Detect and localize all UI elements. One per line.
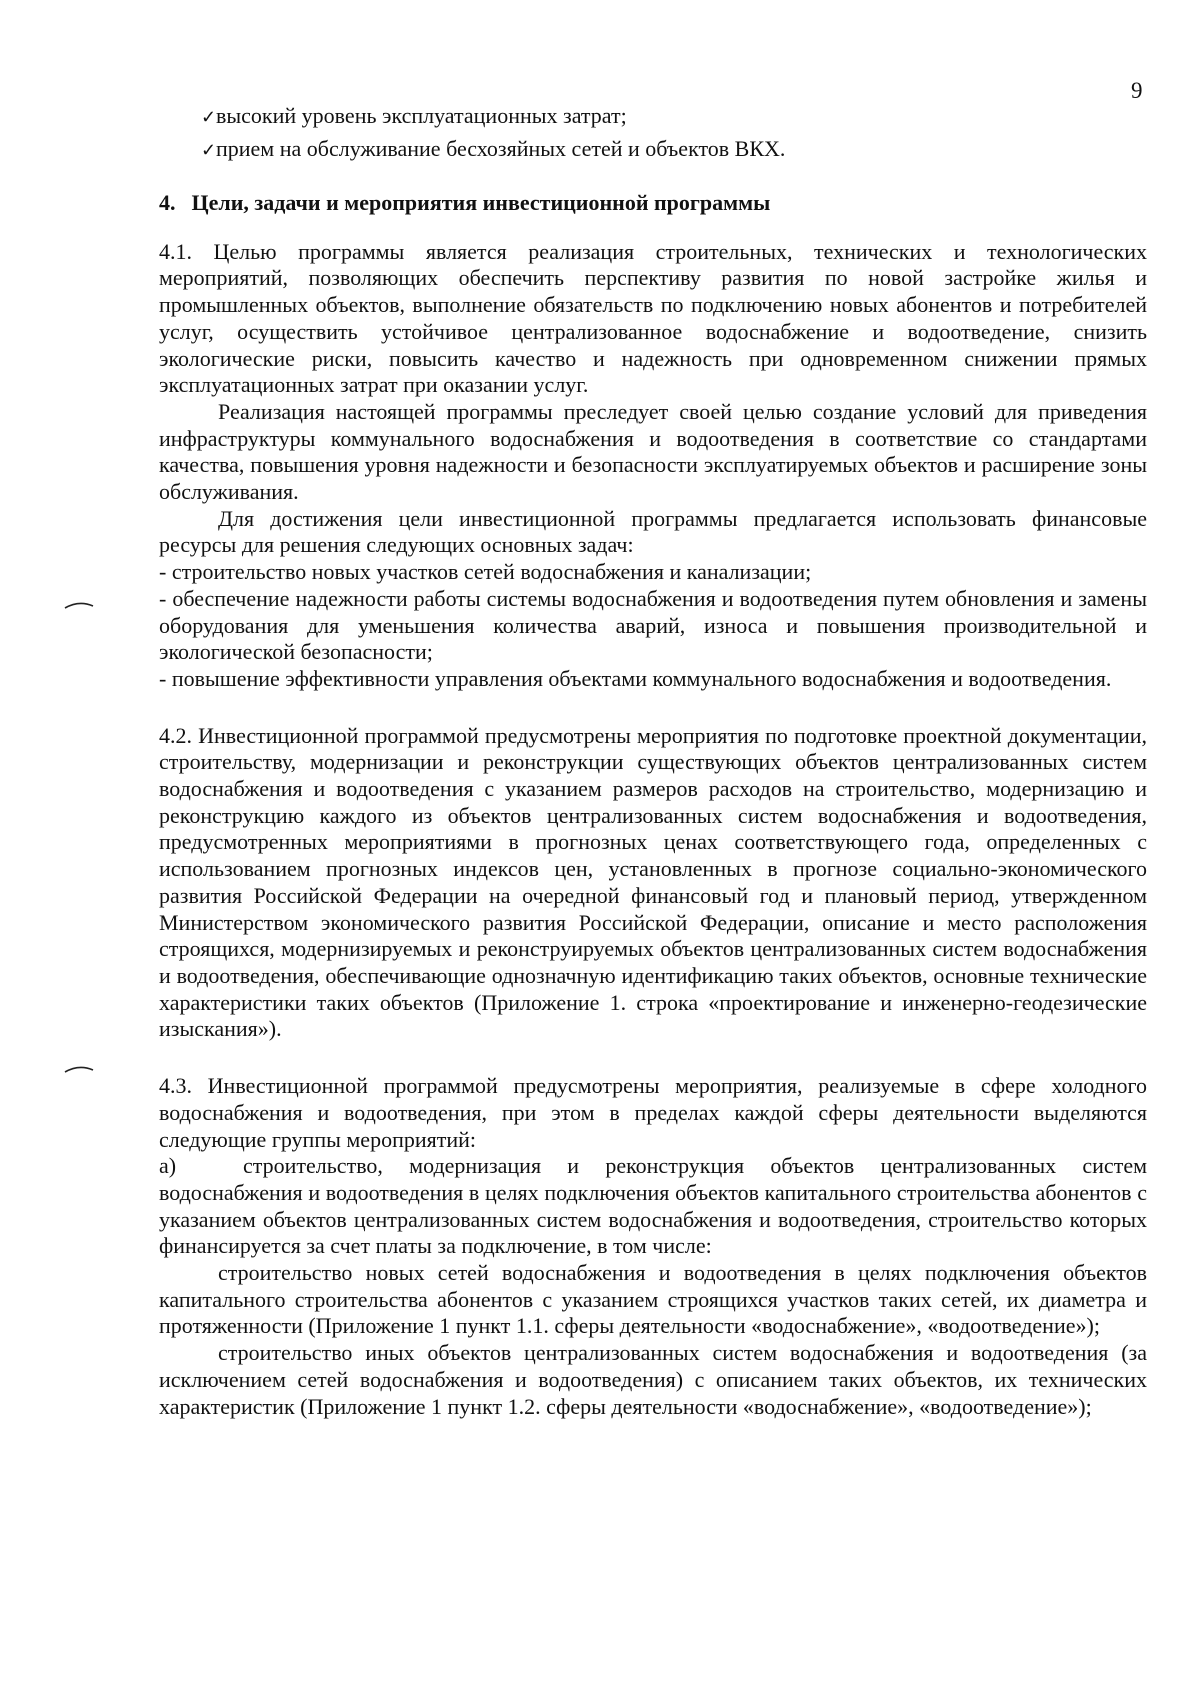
paragraph-goal: Для достижения цели инвестиционной программы предлагается использовать финансовые ресурсы для решения следующих основных задач:	[159, 505, 1147, 558]
task-item: - обеспечение надежности работы системы водоснабжения и водоотведения путем обновления и замены оборудования для уменьшения количества аварий, износа и повышения производительной и экологической безопасности;	[159, 585, 1147, 665]
margin-mark-1	[64, 600, 94, 610]
paragraph-4-1: 4.1. Целью программы является реализация строительных, технических и технологических мероприятий, позволяющих обеспечить перспективу развития по новой застройке жилья и промышленных объектов, выполнение обязательств по подключению новых абонентов и потребителей услуг, осуществить устойчивое централизованное водоснабжение и водоотведение, снизить экологические риски, повысить качество и надежность при одновременном снижении прямых эксплуатационных затрат при оказании услуг.	[159, 238, 1147, 398]
task-item: - повышение эффективности управления объектами коммунального водоснабжения и водоотведения.	[159, 665, 1112, 691]
margin-mark-2	[64, 1064, 94, 1074]
list-item-a-label: а)	[159, 1153, 177, 1179]
paragraph-4-3: 4.3. Инвестиционной программой предусмотрены мероприятия, реализуемые в сфере холодного водоснабжения и водоотведения, при этом в пределах каждой сферы деятельности выделяются следующие группы мероприятий:	[159, 1073, 1147, 1152]
checklist-item: ✓прием на обслуживание бесхозяйных сетей и объектов ВКХ.	[201, 133, 1147, 166]
checklist-item: ✓высокий уровень эксплуатационных затрат;	[201, 100, 1147, 133]
paragraph-networks: строительство новых сетей водоснабжения и водоотведения в целях подключения объектов капитального строительства абонентов с указанием строящихся участков таких сетей, их диаметра и протяженности (Приложение 1 пункт 1.1. сферы деятельности «водоснабжение», «водоотведение»);	[159, 1260, 1147, 1339]
list-item-a-text: строительство, модернизация и реконструкция объектов централизованных систем водоснабжения и водоотведения в целях подключения объектов капитального строительства абонентов с указанием объектов централизованных систем водоснабжения и водоотведения, строительство которых финансируется за счет платы за подключение, в том числе:	[159, 1153, 1147, 1259]
paragraph-4-2: 4.2. Инвестиционной программой предусмотрены мероприятия по подготовке проектной документации, строительству, модернизации и реконструкции существующих объектов централизованных систем водоснабжения и водоотведения с указанием размеров расходов на строительство, модернизацию и реконструкцию каждого из объектов централизованных систем водоснабжения и водоотведения, предусмотренных мероприятиями в прогнозных ценах соответствующего года, определенных с использованием прогнозных индексов цен, установленных в прогнозе социально-экономического развития Российской Федерации на очередной финансовый год и плановый период, утвержденном Министерством экономического развития Российской Федерации, описание и место расположения строящихся, модернизируемых и реконструируемых объектов централизованных систем водоснабжения и водоотведения, обеспечивающие однозначную идентификацию таких объектов, основные технические характеристики таких объектов (Приложение 1. строка «проектирование и инженерно-геодезические изыскания»).	[159, 722, 1147, 1042]
list-item-a	[159, 1153, 1147, 1260]
checkmark-icon: ✓	[201, 140, 217, 160]
section-number: 4.	[159, 190, 176, 215]
page-number: 9	[1131, 78, 1143, 103]
paragraph-realization: Реализация настоящей программы преследует своей целью создание условий для приведения инфраструктуры коммунального водоснабжения и водоотведения в соответствие со стандартами качества, повышения уровня надежности и безопасности эксплуатируемых объектов и расширение зоны обслуживания.	[159, 398, 1147, 505]
checkmark-icon: ✓	[201, 107, 217, 127]
section-heading	[159, 190, 1147, 217]
document-body	[159, 100, 1147, 1420]
task-item: - строительство новых участков сетей водоснабжения и канализации;	[159, 559, 812, 585]
section-title: Цели, задачи и мероприятия инвестиционной программы	[191, 190, 771, 215]
paragraph-other-objects: строительство иных объектов централизованных систем водоснабжения и водоотведения (за исключением сетей водоснабжения и водоотведения) с описанием таких объектов, их технических характеристик (Приложение 1 пункт 1.2. сферы деятельности «водоснабжение», «водоотведение»);	[159, 1340, 1147, 1419]
